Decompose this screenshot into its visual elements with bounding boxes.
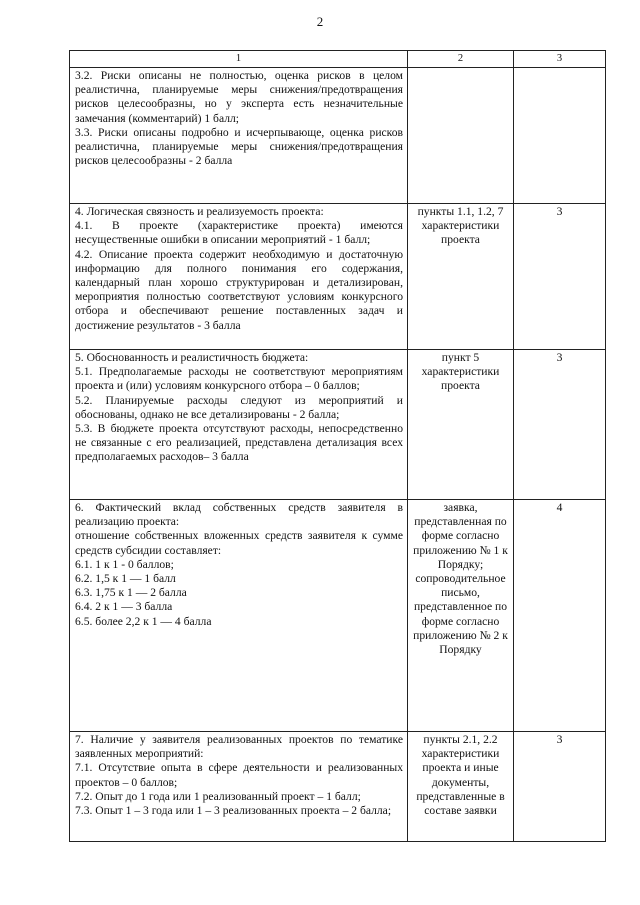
criteria-line: 7. Наличие у заявителя реализованных проектов по тематике заявленных мероприятий:	[75, 733, 403, 761]
criteria-line: 7.2. Опыт до 1 года или 1 реализованный проект – 1 балл;	[75, 789, 361, 803]
criteria-line: 6.3. 1,75 к 1 — 2 балла	[75, 586, 187, 600]
source-cell: заявка, представленная по форме согласно приложению № 1 к Порядку; сопроводительное письмо, представленное по форме согласно приложению № 2 к Порядку	[408, 500, 514, 732]
criteria-line: 5.1. Предполагаемые расходы не соответствуют мероприятиям проекта и (или) условиям конкурсного отбора – 0 баллов;	[75, 365, 403, 393]
column-header-3: 3	[514, 51, 606, 68]
column-header-2: 2	[408, 51, 514, 68]
max-score-cell	[514, 68, 606, 204]
criteria-line: 3.3. Риски описаны подробно и исчерпывающе, оценка рисков реалистична, планируемые меры снижения/предотвращения рисков целесообразны - 2 балла	[75, 125, 403, 168]
criteria-cell	[70, 350, 408, 500]
source-cell: пункты 2.1, 2.2 характеристики проекта и иные документы, представленные в составе заявки	[408, 732, 514, 842]
table-row	[70, 500, 606, 732]
table-row	[70, 68, 606, 204]
criteria-line: 4. Логическая связность и реализуемость проекта:	[75, 205, 324, 218]
column-header-1: 1	[70, 51, 408, 68]
criteria-line: 4.2. Описание проекта содержит необходимую и достаточную информацию для полного понимания его содержания, календарный план хорошо структурирован и детализирован, мероприятия полностью соответствуют условиям конкурсного отбора и обеспечивают решение поставленных задач и достижение результатов - 3 балла	[75, 247, 403, 332]
page-number: 2	[316, 14, 324, 29]
criteria-cell	[70, 732, 408, 842]
criteria-table	[69, 50, 606, 842]
source-cell	[408, 68, 514, 204]
table-row	[70, 732, 606, 842]
criteria-line: 5.2. Планируемые расходы следуют из мероприятий и обоснованы, однако не все детализированы - 2 балла;	[75, 393, 403, 421]
criteria-line: 7.3. Опыт 1 – 3 года или 1 – 3 реализованных проекта – 2 балла;	[75, 804, 392, 818]
table-row	[70, 350, 606, 500]
criteria-line: 6.1. 1 к 1 - 0 баллов;	[75, 557, 174, 571]
table-row	[70, 204, 606, 350]
criteria-cell	[70, 204, 408, 350]
criteria-line: 7.1. Отсутствие опыта в сфере деятельности и реализованных проектов – 0 баллов;	[75, 761, 403, 789]
criteria-line: 4.1. В проекте (характеристике проекта) имеются несущественные ошибки в описании мероприятий - 1 балл;	[75, 219, 403, 247]
criteria-line: 6.4. 2 к 1 — 3 балла	[75, 600, 173, 614]
table-header-row	[70, 51, 606, 68]
criteria-cell	[70, 500, 408, 732]
criteria-line: 6.5. более 2,2 к 1 — 4 балла	[75, 614, 212, 628]
criteria-line: 5. Обоснованность и реалистичность бюджета:	[75, 351, 309, 364]
max-score-cell: 3	[514, 732, 606, 842]
criteria-line: 6. Фактический вклад собственных средств заявителя в реализацию проекта:	[75, 501, 403, 529]
source-cell: пункт 5 характеристики проекта	[408, 350, 514, 500]
criteria-line: 5.3. В бюджете проекта отсутствуют расходы, непосредственно не связанные с его реализацией, представлена детализация всех предполагаемых расходов– 3 балла	[75, 422, 403, 464]
criteria-line: отношение собственных вложенных средств заявителя к сумме средств субсидии составляет:	[75, 529, 403, 557]
max-score-cell: 3	[514, 350, 606, 500]
criteria-line: 6.2. 1,5 к 1 — 1 балл	[75, 572, 176, 586]
criteria-cell	[70, 68, 408, 204]
source-cell: пункты 1.1, 1.2, 7 характеристики проекта	[408, 204, 514, 350]
max-score-cell: 4	[514, 500, 606, 732]
max-score-cell: 3	[514, 204, 606, 350]
criteria-line: 3.2. Риски описаны не полностью, оценка рисков в целом реалистична, планируемые меры снижения/предотвращения рисков целесообразны, но у эксперта есть незначительные замечания (комментарий) 1 балл;	[75, 69, 403, 125]
